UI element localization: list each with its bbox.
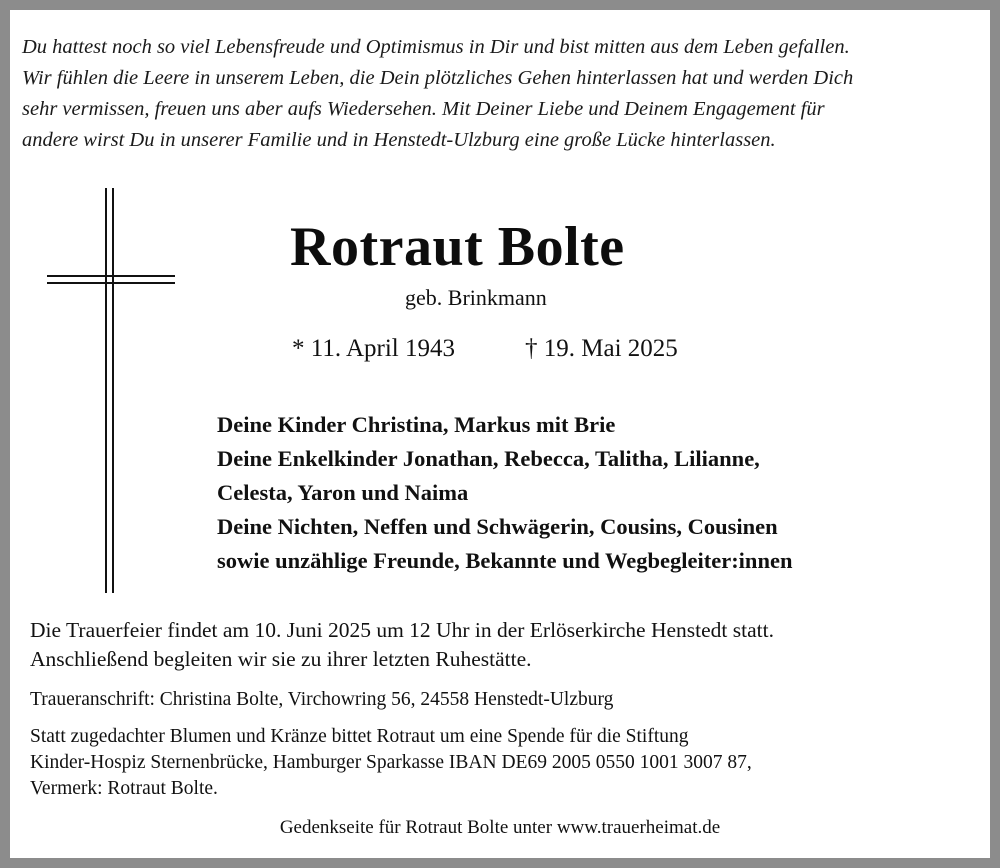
death-date: † 19. Mai 2025 (525, 335, 678, 362)
memorial-quote (22, 32, 982, 156)
mourners-line: Deine Kinder Christina, Markus mit Brie (217, 412, 616, 437)
donation-line: Statt zugedachter Blumen und Kränze bittet Rotraut um eine Spende für die Stiftung (30, 726, 689, 747)
cross-horizontal-beam (47, 275, 175, 284)
mourners-line: Celesta, Yaron und Naima (217, 480, 469, 505)
quote-line: Wir fühlen die Leere in unserem Leben, die Dein plötzliches Gehen hinterlassen hat und werden Dich (22, 67, 854, 89)
donation-line: Vermerk: Rotraut Bolte. (30, 778, 218, 799)
quote-line: Du hattest noch so viel Lebensfreude und Optimismus in Dir und bist mitten aus dem Leben gefallen. (22, 36, 850, 58)
donation-line: Kinder-Hospiz Sternenbrücke, Hamburger Sparkasse IBAN DE69 2005 0550 1001 3007 87, (30, 752, 752, 773)
mourners-list (217, 408, 792, 578)
cross-vertical-beam (105, 188, 114, 593)
memorial-page-link: Gedenkseite für Rotraut Bolte unter www.trauerheimat.de (279, 817, 721, 838)
quote-line: sehr vermissen, freuen uns aber aufs Wiedersehen. Mit Deiner Liebe und Deinem Engagement für (22, 98, 825, 120)
donation-request (30, 724, 752, 802)
birth-name: geb. Brinkmann (405, 285, 547, 310)
service-line: Die Trauerfeier findet am 10. Juni 2025 um 12 Uhr in der Erlöserkirche Henstedt statt. (30, 618, 774, 642)
mourning-address: Traueranschrift: Christina Bolte, Virchowring 56, 24558 Henstedt-Ulzburg (30, 689, 614, 710)
quote-line: andere wirst Du in unserer Familie und in Henstedt-Ulzburg eine große Lücke hinterlassen. (22, 129, 776, 151)
mourners-line: sowie unzählige Freunde, Bekannte und Wegbegleiter:innen (217, 548, 793, 573)
mourners-line: Deine Nichten, Neffen und Schwägerin, Cousins, Cousinen (217, 514, 778, 539)
service-line: Anschließend begleiten wir sie zu ihrer letzten Ruhestätte. (30, 647, 532, 671)
deceased-name: Rotraut Bolte (290, 216, 625, 278)
funeral-service-info (30, 616, 774, 674)
cross-icon (47, 188, 175, 593)
mourners-line: Deine Enkelkinder Jonathan, Rebecca, Talitha, Lilianne, (217, 446, 760, 471)
obituary-notice (10, 10, 990, 858)
birth-date: * 11. April 1943 (292, 335, 455, 362)
